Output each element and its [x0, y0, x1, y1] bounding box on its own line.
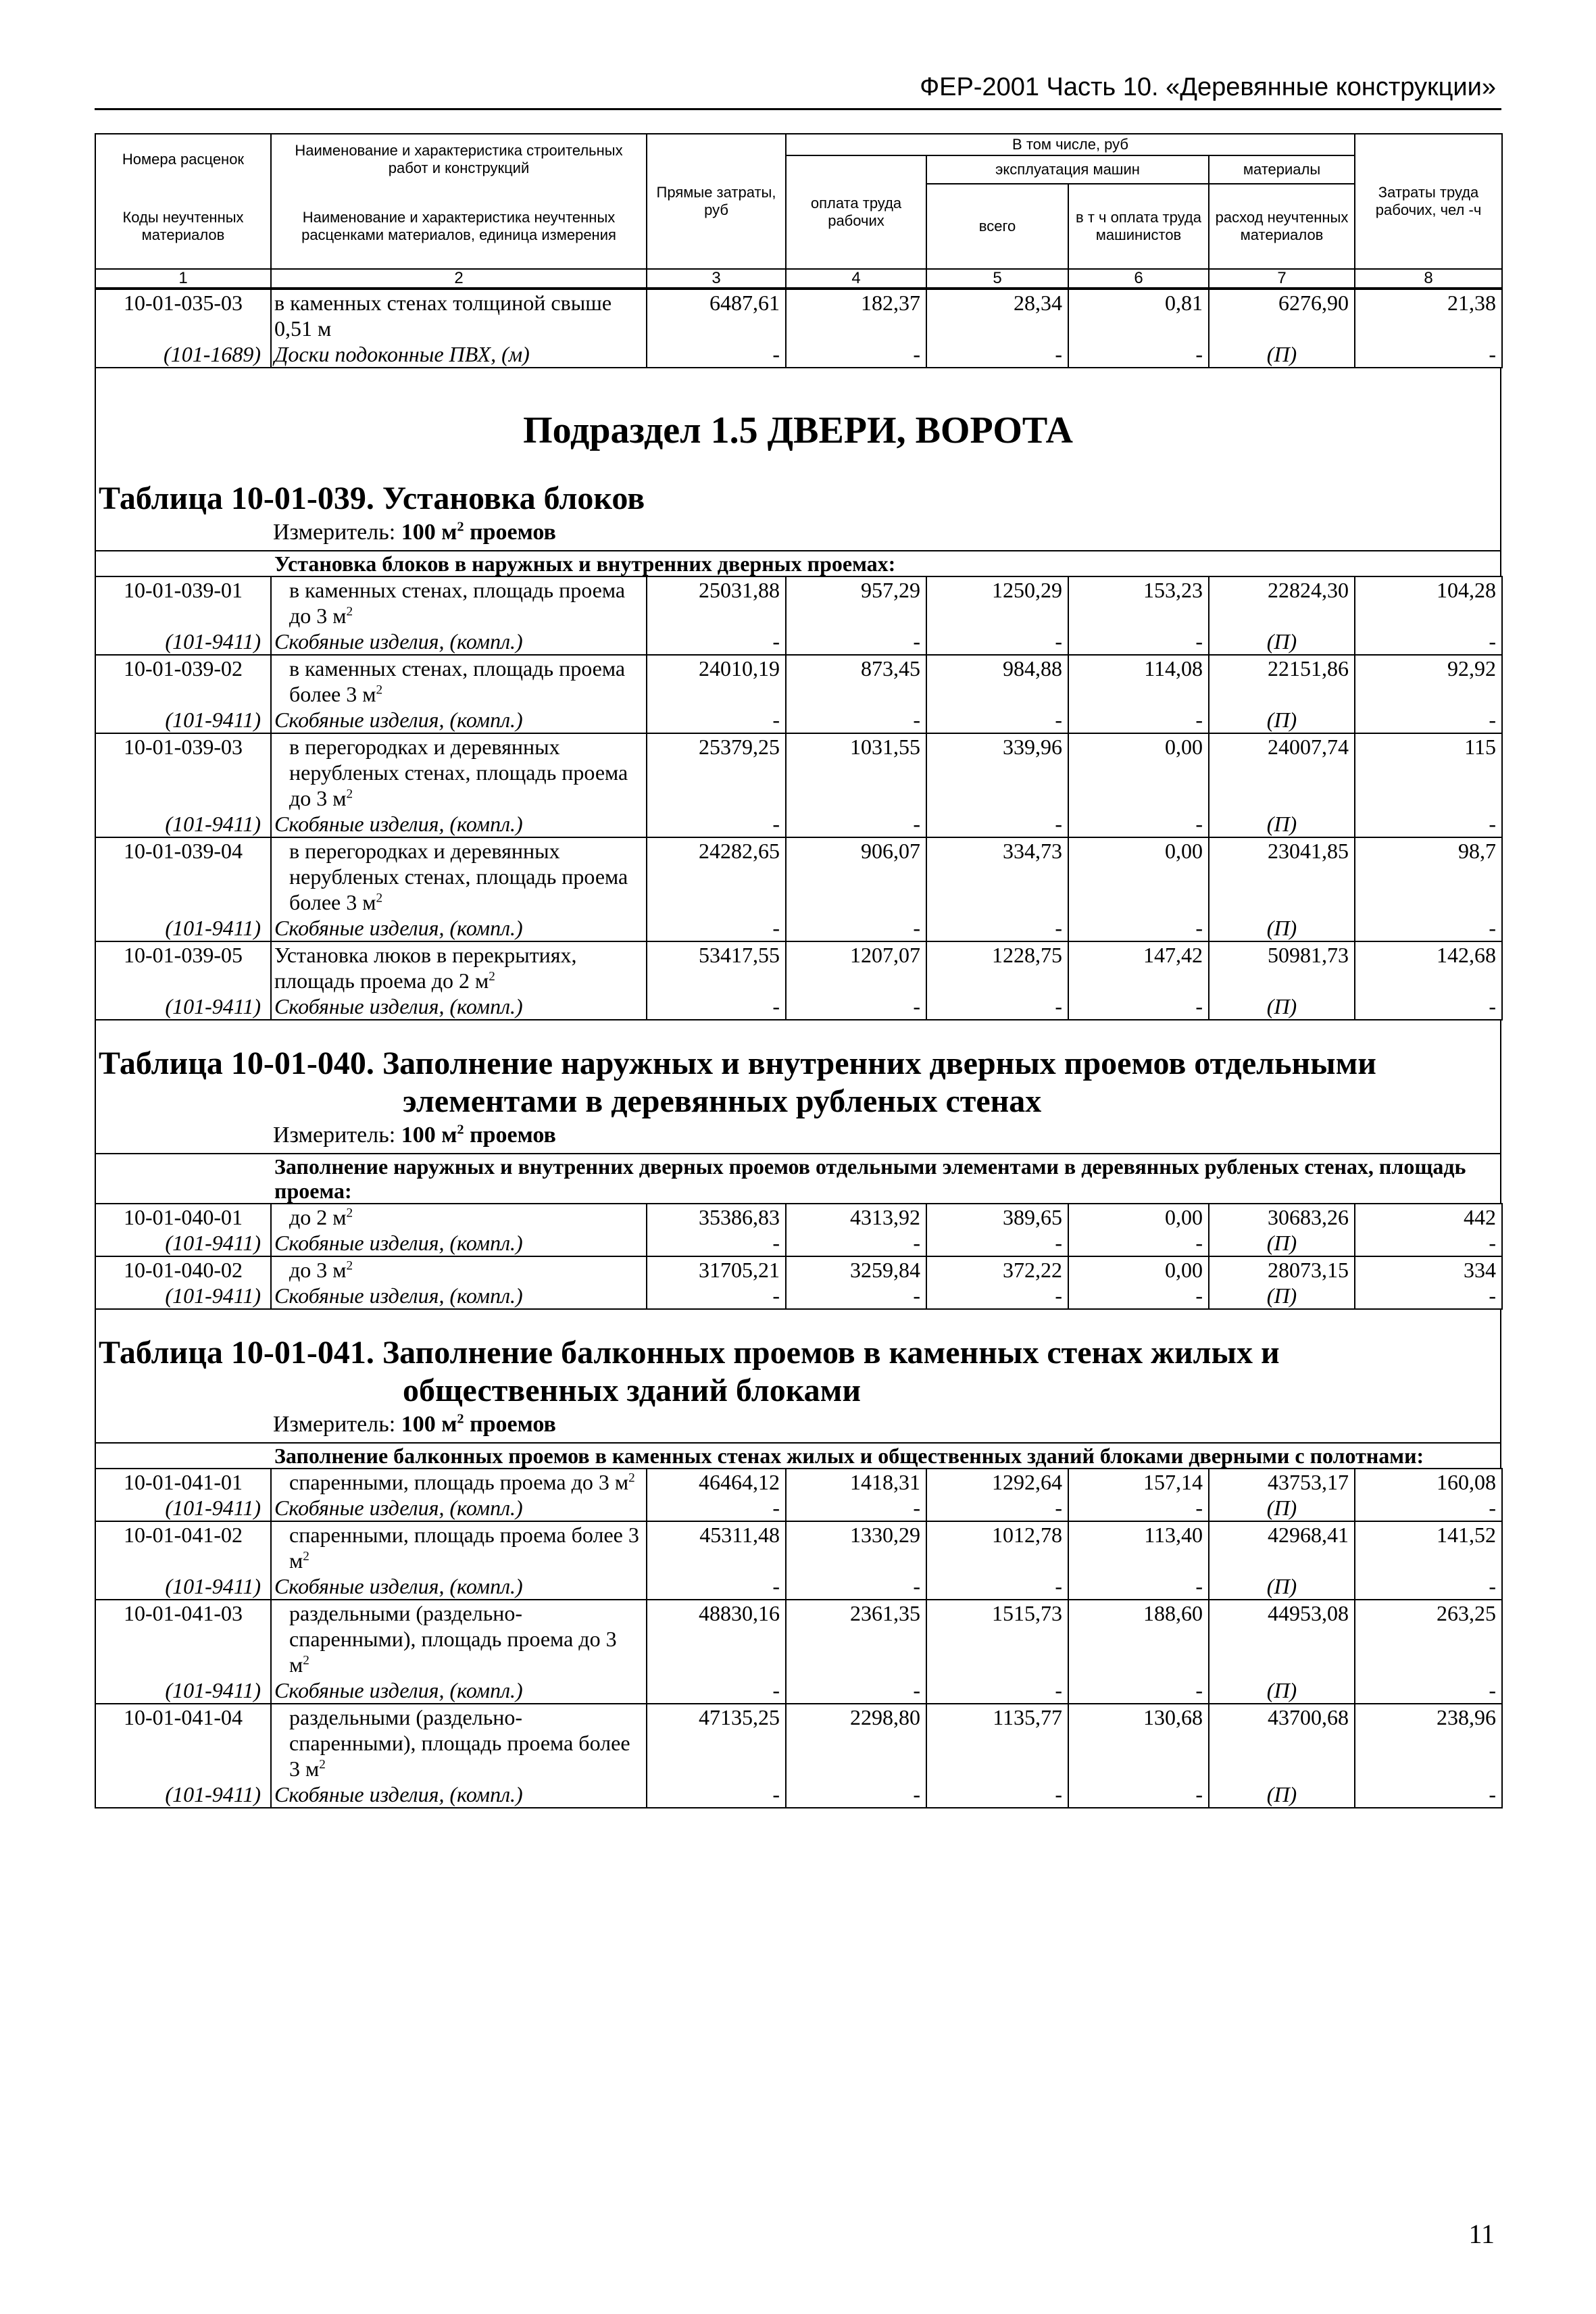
- page-number: 11: [1468, 2219, 1495, 2249]
- col-number: 2: [271, 269, 647, 288]
- material-value-cell: -: [926, 993, 1068, 1020]
- material-code: (101-9411): [95, 1573, 271, 1600]
- material-value-cell: -: [926, 1781, 1068, 1808]
- material-value-cell: -: [926, 915, 1068, 941]
- table-meter: Измеритель: 100 $м^2$ проемов: [95, 518, 1501, 550]
- material-value-cell: -: [1068, 1573, 1209, 1600]
- value-cell: 43753,17: [1209, 1469, 1355, 1495]
- material-value-cell: -: [926, 1677, 1068, 1704]
- material-code: (101-9411): [95, 1781, 271, 1808]
- material-value-cell: -: [786, 1230, 926, 1256]
- material-value-cell: -: [1355, 707, 1502, 733]
- value-cell: 389,65: [926, 1204, 1068, 1230]
- work-name: спаренными, площадь проема до 3 $м^2$: [271, 1469, 647, 1495]
- rate-code: 10-01-041-03: [95, 1600, 271, 1677]
- table-row: [95, 837, 1502, 915]
- value-cell: 4313,92: [786, 1204, 926, 1230]
- value-cell: 0,00: [1068, 733, 1209, 811]
- value-cell: 263,25: [1355, 1600, 1502, 1677]
- col-header-2b: Наименование и характеристика неучтенных расценками материалов, единица измерения: [271, 184, 647, 269]
- value-cell: 28,34: [926, 289, 1068, 341]
- material-value-cell: -: [1068, 1230, 1209, 1256]
- value-cell: 339,96: [926, 733, 1068, 811]
- material-code: (101-9411): [95, 629, 271, 655]
- value-cell: 22151,86: [1209, 655, 1355, 707]
- material-value-cell: -: [647, 1283, 786, 1309]
- value-cell: 372,22: [926, 1256, 1068, 1283]
- material-value-cell: -: [786, 1677, 926, 1704]
- material-value-cell: (П): [1209, 341, 1355, 368]
- value-cell: 1228,75: [926, 941, 1068, 993]
- value-cell: 153,23: [1068, 576, 1209, 629]
- material-value-cell: -: [786, 1495, 926, 1521]
- material-value-cell: -: [647, 993, 786, 1020]
- value-cell: 23041,85: [1209, 837, 1355, 915]
- value-cell: 35386,83: [647, 1204, 786, 1230]
- value-cell: 43700,68: [1209, 1704, 1355, 1781]
- value-cell: 113,40: [1068, 1521, 1209, 1573]
- table-row: [95, 1600, 1502, 1677]
- table-row: [95, 576, 1502, 629]
- superscript-2: 2: [376, 891, 383, 906]
- value-cell: 22824,30: [1209, 576, 1355, 629]
- material-value-cell: (П): [1209, 1781, 1355, 1808]
- superscript-2: 2: [303, 1549, 309, 1564]
- material-value-cell: -: [926, 811, 1068, 837]
- value-cell: 42968,41: [1209, 1521, 1355, 1573]
- col-number: 5: [926, 269, 1068, 288]
- superscript-2: 2: [376, 683, 383, 697]
- value-cell: 1135,77: [926, 1704, 1068, 1781]
- material-value-cell: -: [1355, 629, 1502, 655]
- material-value-cell: (П): [1209, 811, 1355, 837]
- rate-code: 10-01-039-04: [95, 837, 271, 915]
- material-name: Скобяные изделия, (компл.): [271, 1283, 647, 1309]
- table-row: [95, 1704, 1502, 1781]
- value-cell: 50981,73: [1209, 941, 1355, 993]
- value-cell: 984,88: [926, 655, 1068, 707]
- value-cell: 92,92: [1355, 655, 1502, 707]
- value-cell: 238,96: [1355, 1704, 1502, 1781]
- rate-code: 10-01-039-02: [95, 655, 271, 707]
- material-value-cell: -: [786, 1283, 926, 1309]
- col-header-7: расход неучтенных материалов: [1209, 184, 1355, 269]
- value-cell: 906,07: [786, 837, 926, 915]
- material-value-cell: -: [647, 1573, 786, 1600]
- value-cell: 114,08: [1068, 655, 1209, 707]
- col-header-5: всего: [926, 184, 1068, 269]
- value-cell: 98,7: [1355, 837, 1502, 915]
- material-code: (101-9411): [95, 1677, 271, 1704]
- value-cell: 21,38: [1355, 289, 1502, 341]
- material-value-cell: (П): [1209, 993, 1355, 1020]
- value-cell: 1330,29: [786, 1521, 926, 1573]
- material-value-cell: -: [926, 1495, 1068, 1521]
- superscript-2: 2: [346, 604, 353, 619]
- value-cell: 1207,07: [786, 941, 926, 993]
- material-code: (101-9411): [95, 915, 271, 941]
- material-value-cell: (П): [1209, 915, 1355, 941]
- value-cell: 334: [1355, 1256, 1502, 1283]
- material-value-cell: -: [926, 341, 1068, 368]
- material-row: [95, 707, 1502, 733]
- material-value-cell: (П): [1209, 629, 1355, 655]
- material-name: Скобяные изделия, (компл.): [271, 811, 647, 837]
- document-sheet: [95, 133, 1501, 1808]
- col-header-1a: Номера расценок: [95, 134, 271, 184]
- col-header-1b: Коды неучтенных материалов: [95, 184, 271, 269]
- material-value-cell: -: [926, 1230, 1068, 1256]
- material-value-cell: -: [647, 1230, 786, 1256]
- material-code: (101-1689): [95, 341, 271, 368]
- rate-code: 10-01-040-02: [95, 1256, 271, 1283]
- material-row: [95, 1677, 1502, 1704]
- material-row: [95, 993, 1502, 1020]
- material-row: [95, 341, 1502, 368]
- superscript-2: 2: [346, 787, 353, 802]
- value-cell: 45311,48: [647, 1521, 786, 1573]
- value-cell: 147,42: [1068, 941, 1209, 993]
- material-value-cell: -: [1068, 811, 1209, 837]
- material-row: [95, 1283, 1502, 1309]
- table-meter: Измеритель: 100 $м^2$ проемов: [95, 1121, 1501, 1153]
- material-value-cell: (П): [1209, 707, 1355, 733]
- material-code: (101-9411): [95, 707, 271, 733]
- col-header-8: Затраты труда рабочих, чел -ч: [1355, 134, 1502, 269]
- material-code: (101-9411): [95, 811, 271, 837]
- table-group-heading: Заполнение балконных проемов в каменных стенах жилых и общественных зданий блоками дверными с полотнами:: [95, 1442, 1501, 1468]
- value-cell: 24010,19: [647, 655, 786, 707]
- value-cell: 0,00: [1068, 1256, 1209, 1283]
- table-row: [95, 1469, 1502, 1495]
- work-name: в каменных стенах, площадь проема более 3 $м^2$: [271, 655, 647, 707]
- work-name: Установка люков в перекрытиях, площадь проема до 2 $м^2$: [271, 941, 647, 993]
- table-title-line: Таблица 10-01-040. Заполнение наружных и внутренних дверных проемов отдельными: [99, 1045, 1376, 1081]
- rate-code: 10-01-039-03: [95, 733, 271, 811]
- rate-code: 10-01-039-05: [95, 941, 271, 993]
- col-number: 8: [1355, 269, 1502, 288]
- material-name: Скобяные изделия, (компл.): [271, 1230, 647, 1256]
- material-name: Скобяные изделия, (компл.): [271, 1677, 647, 1704]
- value-cell: 53417,55: [647, 941, 786, 993]
- material-value-cell: -: [1068, 1781, 1209, 1808]
- material-value-cell: -: [1355, 915, 1502, 941]
- superscript-2: 2: [346, 1206, 353, 1221]
- value-cell: 0,00: [1068, 1204, 1209, 1230]
- material-name: Доски подоконные ПВХ, (м): [271, 341, 647, 368]
- value-cell: 6487,61: [647, 289, 786, 341]
- table-spacer: [95, 1310, 1501, 1334]
- col-header-exploit: эксплуатация машин: [926, 155, 1209, 184]
- material-code: (101-9411): [95, 1495, 271, 1521]
- material-value-cell: -: [786, 915, 926, 941]
- rates-table: [95, 1468, 1503, 1808]
- col-number: 4: [786, 269, 926, 288]
- material-value-cell: -: [786, 1781, 926, 1808]
- work-name: в перегородках и деревянных нерубленых стенах, площадь проема до 3 $м^2$: [271, 733, 647, 811]
- table-row: [95, 941, 1502, 993]
- col-number: 1: [95, 269, 271, 288]
- material-name: Скобяные изделия, (компл.): [271, 993, 647, 1020]
- material-row: [95, 915, 1502, 941]
- material-value-cell: -: [1355, 1495, 1502, 1521]
- value-cell: 24007,74: [1209, 733, 1355, 811]
- rate-code: 10-01-041-02: [95, 1521, 271, 1573]
- value-cell: 873,45: [786, 655, 926, 707]
- material-code: (101-9411): [95, 1230, 271, 1256]
- header-rule: [95, 108, 1501, 110]
- value-cell: 44953,08: [1209, 1600, 1355, 1677]
- col-number: 3: [647, 269, 786, 288]
- superscript-2: 2: [489, 969, 495, 984]
- material-value-cell: (П): [1209, 1677, 1355, 1704]
- rates-table: [95, 576, 1503, 1020]
- material-value-cell: -: [1068, 629, 1209, 655]
- value-cell: 160,08: [1355, 1469, 1502, 1495]
- value-cell: 6276,90: [1209, 289, 1355, 341]
- column-header-table: [95, 133, 1503, 289]
- col-number: 6: [1068, 269, 1209, 288]
- work-name: спаренными, площадь проема более 3 $м^2$: [271, 1521, 647, 1573]
- value-cell: 48830,16: [647, 1600, 786, 1677]
- material-name: Скобяные изделия, (компл.): [271, 629, 647, 655]
- material-value-cell: -: [1068, 915, 1209, 941]
- table-row: [95, 733, 1502, 811]
- material-value-cell: -: [1068, 341, 1209, 368]
- material-value-cell: -: [1068, 1677, 1209, 1704]
- table-row: [95, 655, 1502, 707]
- value-cell: 2361,35: [786, 1600, 926, 1677]
- value-cell: 1418,31: [786, 1469, 926, 1495]
- material-value-cell: -: [647, 1677, 786, 1704]
- table-title: [95, 480, 1501, 518]
- value-cell: 1031,55: [786, 733, 926, 811]
- rate-code: 10-01-035-03: [95, 289, 271, 341]
- value-cell: 0,00: [1068, 837, 1209, 915]
- table-group-heading: Заполнение наружных и внутренних дверных проемов отдельными элементами в деревянных рубленых стенах, площадь проема:: [95, 1153, 1501, 1203]
- material-code: (101-9411): [95, 1283, 271, 1309]
- col-number: 7: [1209, 269, 1355, 288]
- material-value-cell: -: [647, 629, 786, 655]
- table-row: [95, 1521, 1502, 1573]
- material-name: Скобяные изделия, (компл.): [271, 1495, 647, 1521]
- material-value-cell: (П): [1209, 1230, 1355, 1256]
- col-header-incl: В том числе, руб: [786, 134, 1355, 155]
- work-name: до 3 $м^2$: [271, 1256, 647, 1283]
- material-name: Скобяные изделия, (компл.): [271, 1781, 647, 1808]
- material-value-cell: -: [1355, 1781, 1502, 1808]
- col-header-6: в т ч оплата труда машинистов: [1068, 184, 1209, 269]
- rate-code: 10-01-039-01: [95, 576, 271, 629]
- value-cell: 25379,25: [647, 733, 786, 811]
- value-cell: 1250,29: [926, 576, 1068, 629]
- value-cell: 1292,64: [926, 1469, 1068, 1495]
- material-value-cell: -: [1355, 811, 1502, 837]
- value-cell: 130,68: [1068, 1704, 1209, 1781]
- material-value-cell: -: [1355, 993, 1502, 1020]
- material-value-cell: -: [926, 707, 1068, 733]
- material-value-cell: (П): [1209, 1283, 1355, 1309]
- table-meter: Измеритель: 100 $м^2$ проемов: [95, 1410, 1501, 1442]
- value-cell: 46464,12: [647, 1469, 786, 1495]
- material-value-cell: -: [926, 1573, 1068, 1600]
- col-header-2a: Наименование и характеристика строительных работ и конструкций: [271, 134, 647, 184]
- page-header: ФЕР-2001 Часть 10. «Деревянные конструкции»: [920, 73, 1496, 101]
- material-value-cell: -: [1355, 1230, 1502, 1256]
- value-cell: 182,37: [786, 289, 926, 341]
- material-name: Скобяные изделия, (компл.): [271, 707, 647, 733]
- value-cell: 1012,78: [926, 1521, 1068, 1573]
- table-title: [95, 1045, 1501, 1121]
- material-value-cell: -: [926, 1283, 1068, 1309]
- value-cell: 142,68: [1355, 941, 1502, 993]
- value-cell: 28073,15: [1209, 1256, 1355, 1283]
- value-cell: 3259,84: [786, 1256, 926, 1283]
- material-value-cell: -: [786, 993, 926, 1020]
- material-name: Скобяные изделия, (компл.): [271, 915, 647, 941]
- material-value-cell: -: [647, 1781, 786, 1808]
- material-row: [95, 629, 1502, 655]
- material-value-cell: -: [1068, 993, 1209, 1020]
- material-value-cell: -: [786, 1573, 926, 1600]
- value-cell: 141,52: [1355, 1521, 1502, 1573]
- value-cell: 25031,88: [647, 576, 786, 629]
- col-header-4: оплата труда рабочих: [786, 155, 926, 269]
- value-cell: 47135,25: [647, 1704, 786, 1781]
- material-value-cell: -: [647, 1495, 786, 1521]
- material-row: [95, 1573, 1502, 1600]
- table-title-line: общественных зданий блоками: [403, 1373, 861, 1408]
- material-row: [95, 1230, 1502, 1256]
- rates-table: [95, 1203, 1503, 1310]
- value-cell: 442: [1355, 1204, 1502, 1230]
- value-cell: 1515,73: [926, 1600, 1068, 1677]
- material-row: [95, 1495, 1502, 1521]
- table-row: [95, 1204, 1502, 1230]
- superscript-2: 2: [303, 1653, 309, 1668]
- material-value-cell: -: [1068, 1283, 1209, 1309]
- value-cell: 0,81: [1068, 289, 1209, 341]
- material-value-cell: -: [926, 629, 1068, 655]
- work-name: в перегородках и деревянных нерубленых стенах, площадь проема более 3 $м^2$: [271, 837, 647, 915]
- material-value-cell: (П): [1209, 1573, 1355, 1600]
- value-cell: 24282,65: [647, 837, 786, 915]
- table-title-line: Таблица 10-01-041. Заполнение балконных проемов в каменных стенах жилых и: [99, 1335, 1280, 1371]
- material-name: Скобяные изделия, (компл.): [271, 1573, 647, 1600]
- material-value-cell: -: [1068, 1495, 1209, 1521]
- material-row: [95, 811, 1502, 837]
- material-value-cell: -: [1355, 1573, 1502, 1600]
- material-value-cell: -: [1355, 1283, 1502, 1309]
- material-value-cell: -: [1355, 1677, 1502, 1704]
- table-title-line: элементами в деревянных рубленых стенах: [403, 1083, 1042, 1119]
- material-value-cell: -: [786, 707, 926, 733]
- value-cell: 188,60: [1068, 1600, 1209, 1677]
- work-name: в каменных стенах толщиной свыше 0,51 м: [271, 289, 647, 341]
- work-name: раздельными (раздельно-спаренными), площадь проема более 3 $м^2$: [271, 1704, 647, 1781]
- table-row: [95, 1256, 1502, 1283]
- material-value-cell: -: [647, 811, 786, 837]
- material-value-cell: -: [647, 341, 786, 368]
- value-cell: 334,73: [926, 837, 1068, 915]
- col-header-materials: материалы: [1209, 155, 1355, 184]
- rate-code: 10-01-041-04: [95, 1704, 271, 1781]
- material-value-cell: -: [1068, 707, 1209, 733]
- material-value-cell: -: [786, 341, 926, 368]
- value-cell: 104,28: [1355, 576, 1502, 629]
- work-name: в каменных стенах, площадь проема до 3 $м^2$: [271, 576, 647, 629]
- subsection-heading: [95, 368, 1501, 480]
- value-cell: 957,29: [786, 576, 926, 629]
- superscript-2: 2: [346, 1258, 353, 1273]
- superscript-2: 2: [628, 1471, 635, 1485]
- material-code: (101-9411): [95, 993, 271, 1020]
- material-row: [95, 1781, 1502, 1808]
- material-value-cell: (П): [1209, 1495, 1355, 1521]
- table-spacer: [95, 1020, 1501, 1045]
- value-cell: 31705,21: [647, 1256, 786, 1283]
- table-row: [95, 289, 1502, 341]
- work-name: до 2 $м^2$: [271, 1204, 647, 1230]
- material-value-cell: -: [647, 915, 786, 941]
- table-group-heading: Установка блоков в наружных и внутренних дверных проемах:: [95, 550, 1501, 576]
- material-value-cell: -: [647, 707, 786, 733]
- col-header-3: Прямые затраты, руб: [647, 134, 786, 269]
- value-cell: 115: [1355, 733, 1502, 811]
- rate-code: 10-01-041-01: [95, 1469, 271, 1495]
- rate-code: 10-01-040-01: [95, 1204, 271, 1230]
- value-cell: 2298,80: [786, 1704, 926, 1781]
- material-value-cell: -: [786, 811, 926, 837]
- work-name: раздельными (раздельно-спаренными), площадь проема до 3 $м^2$: [271, 1600, 647, 1677]
- superscript-2: 2: [319, 1757, 326, 1772]
- top-rows-table: [95, 289, 1503, 368]
- subsection-title: Подраздел 1.5 ДВЕРИ, ВОРОТА: [523, 410, 1073, 451]
- table-title: [95, 1334, 1501, 1410]
- value-cell: 30683,26: [1209, 1204, 1355, 1230]
- material-value-cell: -: [1355, 341, 1502, 368]
- table-title-line: Таблица 10-01-039. Установка блоков: [99, 481, 645, 516]
- material-value-cell: -: [786, 629, 926, 655]
- value-cell: 157,14: [1068, 1469, 1209, 1495]
